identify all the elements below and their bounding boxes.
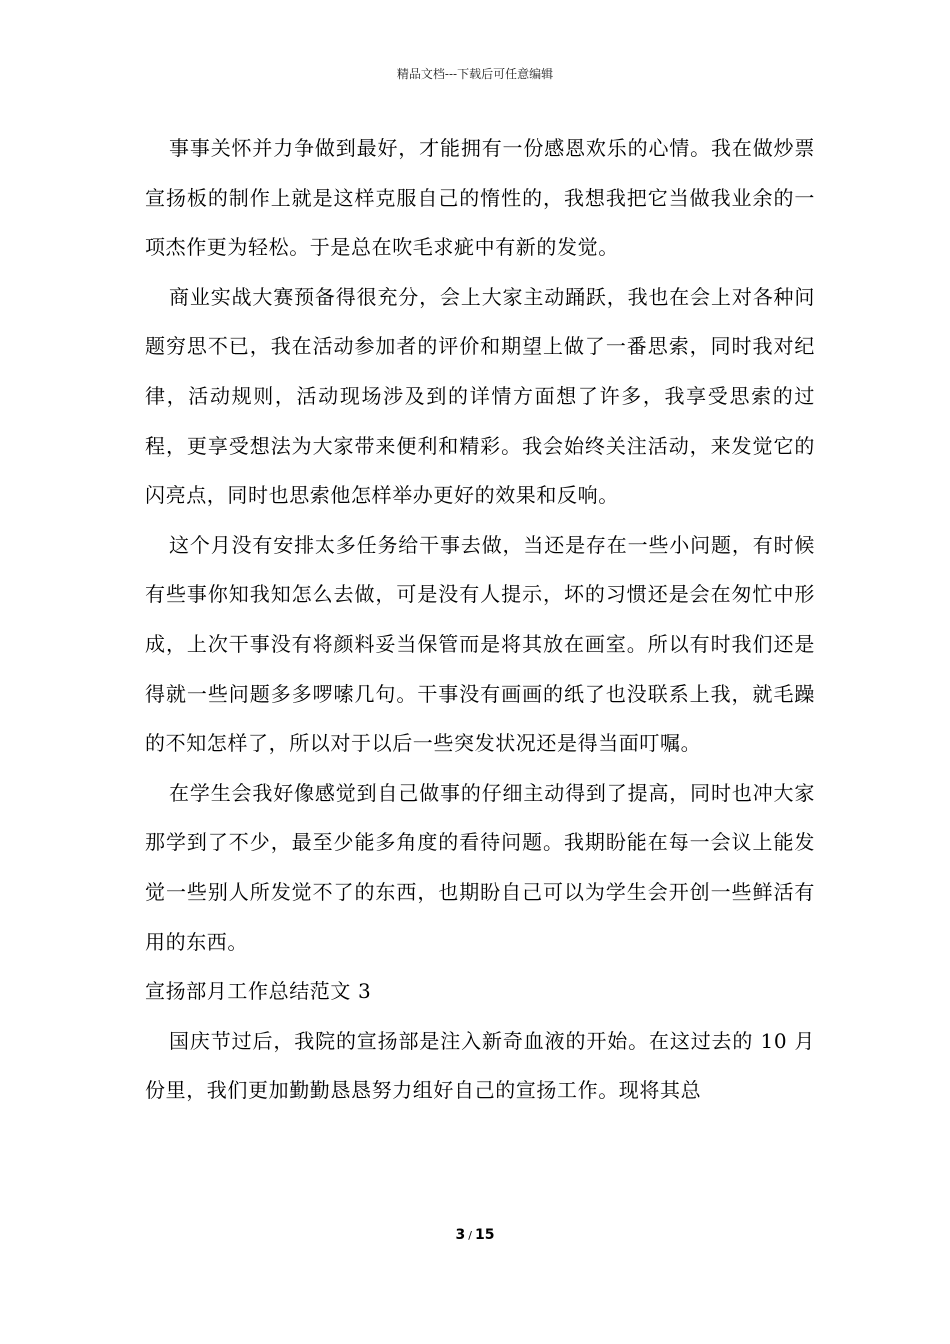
body-paragraph-3: 这个月没有安排太多任务给干事去做，当还是存在一些小问题，有时候有些事你知我知怎么去做，可是没有人提示，坏的习惯还是会在匆忙中形成，上次干事没有将颜料妥当保管而是将其放在画室。所以有时我们还是得就一些问题多多啰嗦几句。干事没有画画的纸了也没联系上我，就毛躁的不知怎样了，所以对于以后一些突发状况还是得当面叮嘱。: [145, 532, 815, 756]
section-heading: 宣扬部月工作总结范文 3: [145, 979, 372, 1004]
document-body: [145, 124, 815, 1116]
page-number-separator: /: [468, 1229, 472, 1242]
total-pages-number: 15: [474, 1227, 495, 1243]
current-page-number: 3: [455, 1227, 466, 1243]
body-paragraph-1: 事事关怀并力争做到最好，才能拥有一份感恩欢乐的心情。我在做炒票宣扬板的制作上就是这样克服自己的惰性的，我想我把它当做我业余的一项杰作更为轻松。于是总在吹毛求疵中有新的发觉。: [145, 136, 815, 260]
body-paragraph-4: 在学生会我好像感觉到自己做事的仔细主动得到了提高，同时也冲大家那学到了不少，最至少能多角度的看待问题。我期盼能在每一会议上能发觉一些别人所发觉不了的东西，也期盼自己可以为学生会开创一些鲜活有用的东西。: [145, 780, 815, 954]
body-paragraph-5: 国庆节过后，我院的宣扬部是注入新奇血液的开始。在这过去的 10 月份里，我们更加勤勤恳恳努力组好自己的宣扬工作。现将其总: [145, 1028, 815, 1103]
page-number: [0, 1226, 950, 1245]
body-paragraph-2: 商业实战大赛预备得很充分，会上大家主动踊跃，我也在会上对各种问题穷思不已，我在活动参加者的评价和期望上做了一番思索，同时我对纪律，活动规则，活动现场涉及到的详情方面想了许多，我享受思索的过程，更享受想法为大家带来便利和精彩。我会始终关注活动，来发觉它的闪亮点，同时也思索他怎样举办更好的效果和反响。: [145, 284, 815, 508]
page-header: 精品文档---下载后可任意编辑: [396, 67, 554, 81]
